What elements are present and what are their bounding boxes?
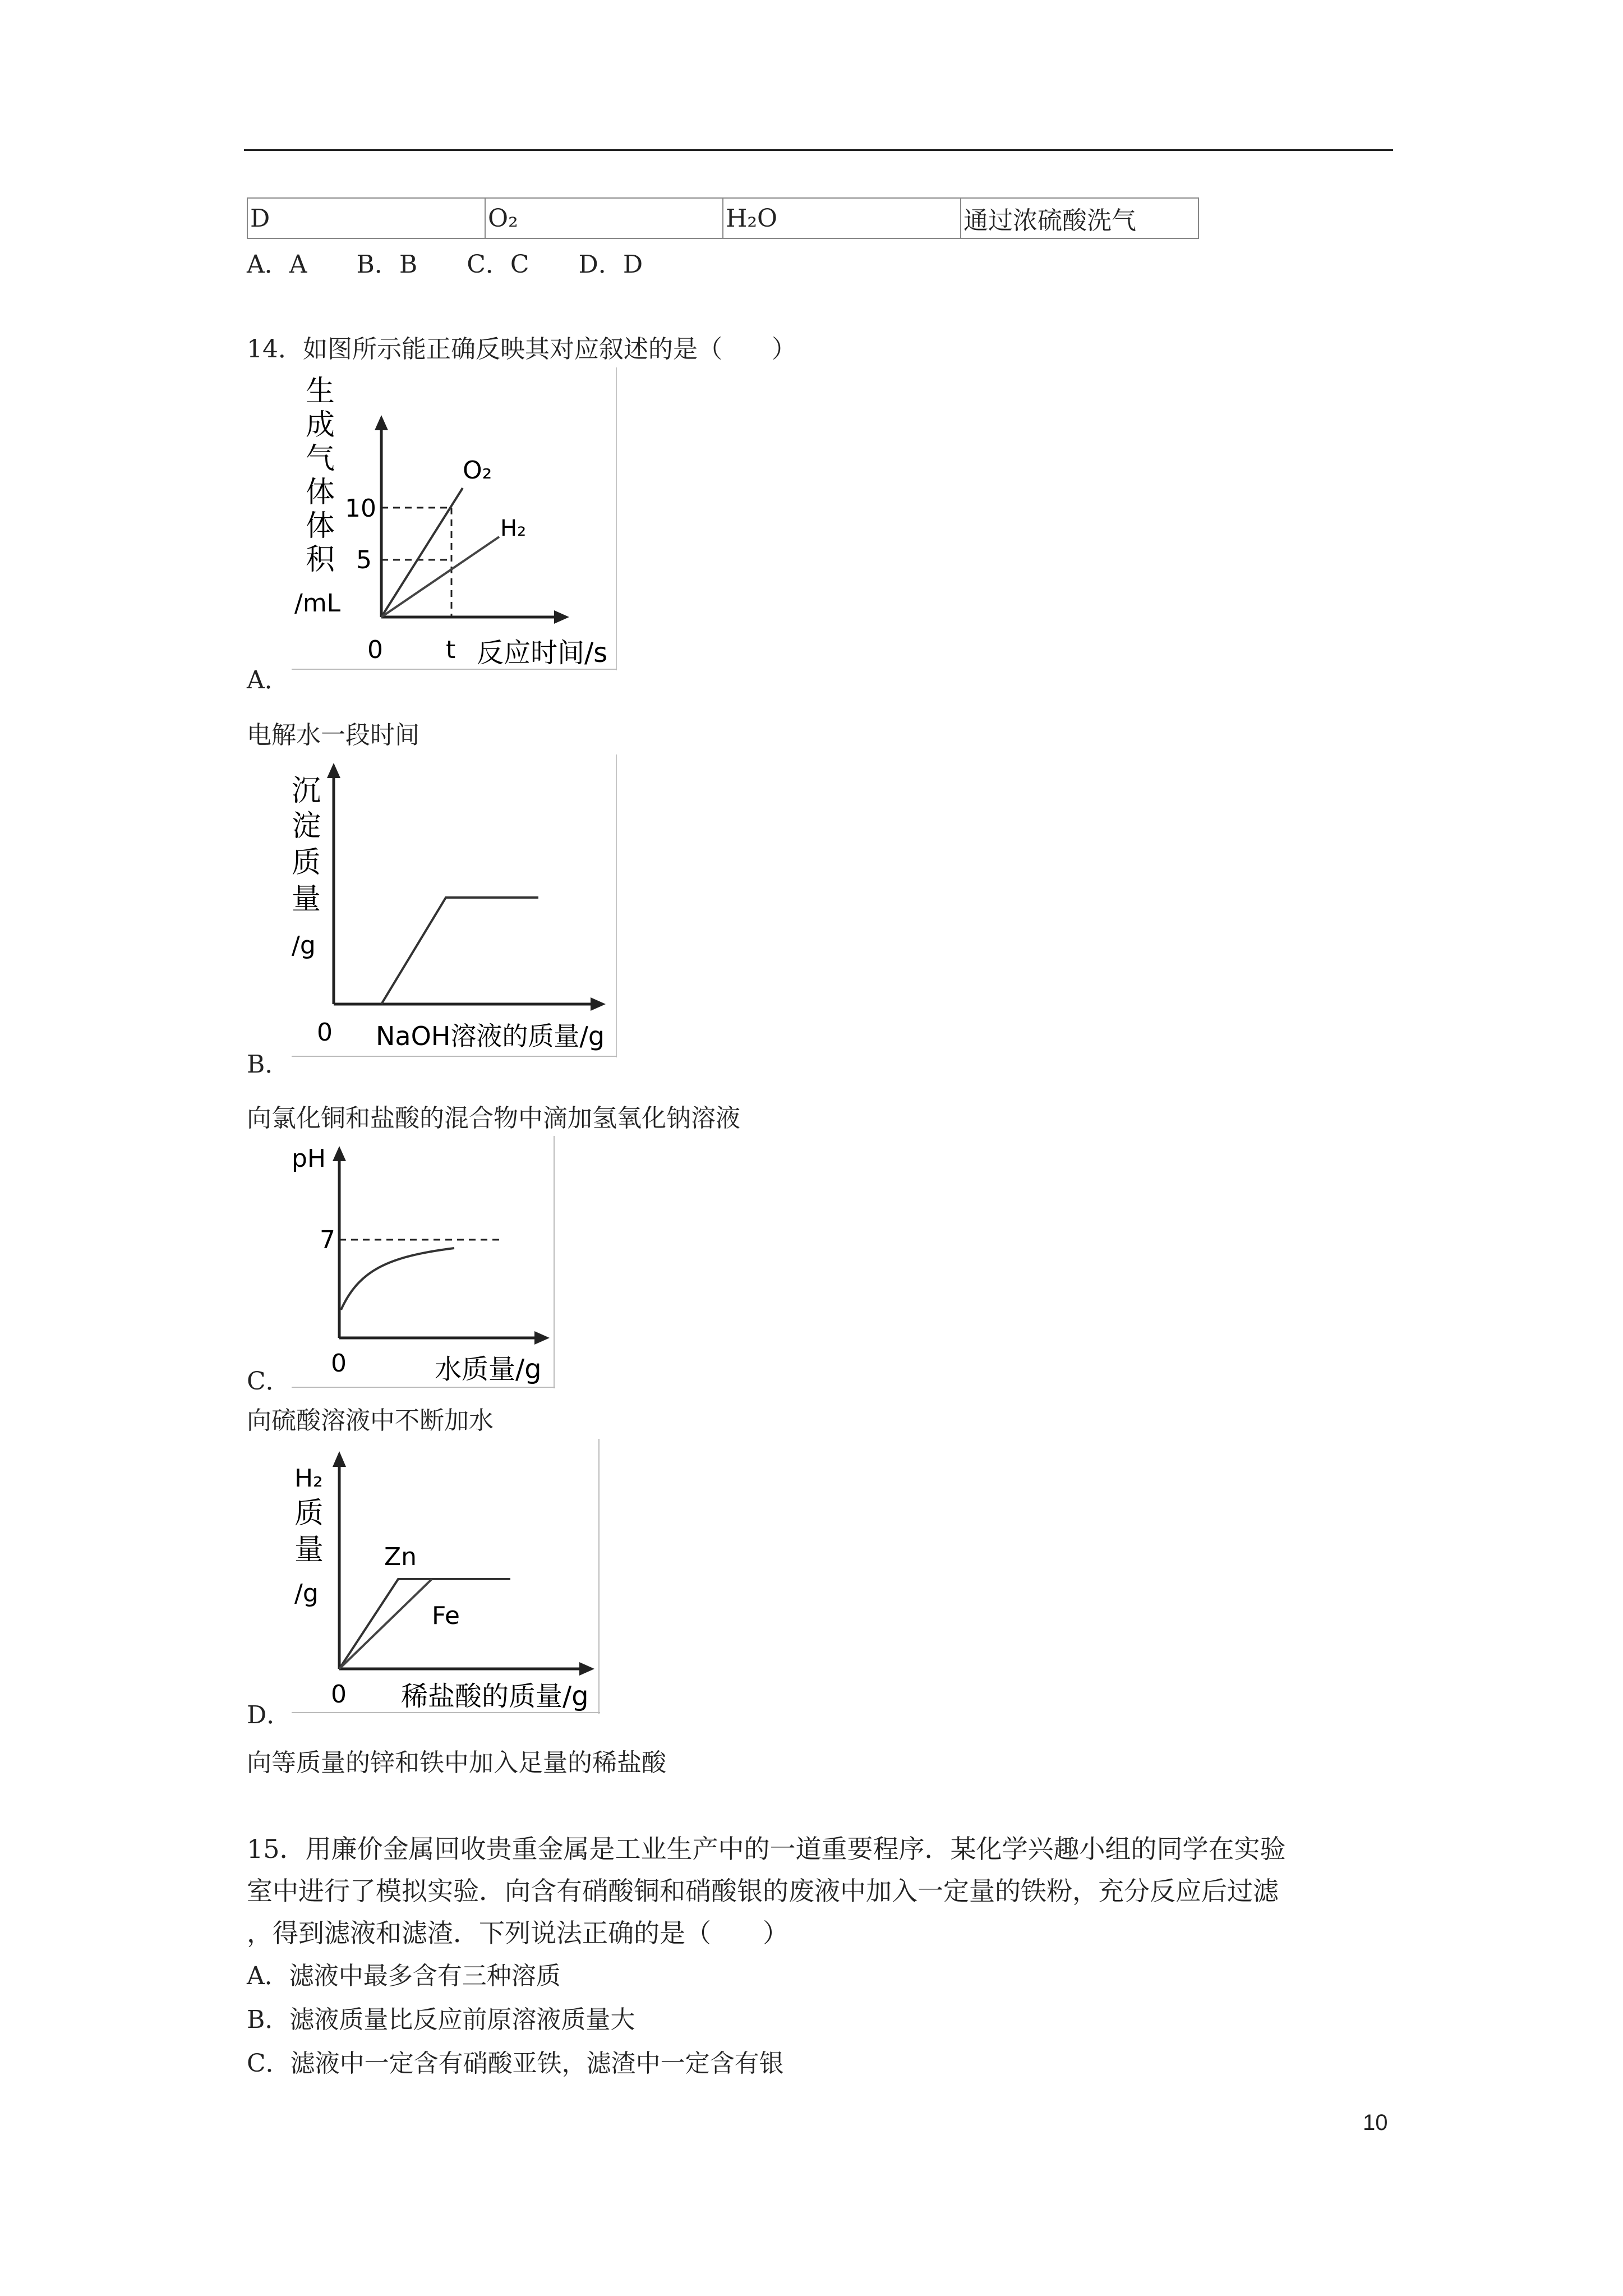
table-cell: D — [247, 198, 485, 238]
q14-option-a-caption: 电解水一段时间 — [247, 721, 419, 749]
y-label-char: 成 — [306, 408, 335, 442]
graph-a — [292, 367, 617, 670]
y-unit: /g — [292, 931, 316, 960]
q14-option-a-letter: A． — [247, 666, 289, 694]
y-axis-arrow — [375, 415, 388, 430]
q15-option-b: B．滤液质量比反应前原溶液质量大 — [247, 2005, 635, 2034]
x-axis-arrow — [554, 610, 569, 624]
header-rule — [244, 149, 1393, 151]
page-number: 10 — [1363, 2110, 1388, 2135]
origin-label: 0 — [367, 636, 383, 664]
x-axis-label: 水质量/g — [435, 1354, 542, 1385]
x-axis-arrow — [579, 1662, 594, 1676]
y-label-char: 淀 — [292, 809, 321, 843]
q15-option-c: C．滤液中一定含有硝酸亚铁，滤渣中一定含有银 — [247, 2049, 784, 2078]
q14-option-b-caption: 向氯化铜和盐酸的混合物中滴加氢氧化钠溶液 — [247, 1104, 740, 1133]
y-axis-arrow — [333, 1451, 346, 1467]
q14-option-d-letter: D． — [247, 1701, 292, 1729]
y-label-char: 沉 — [292, 774, 321, 808]
y-axis-arrow — [333, 1146, 346, 1161]
x-tick-label: t — [446, 636, 456, 664]
q15-stem-line: 室中进行了模拟实验．向含有硝酸铜和硝酸银的废液中加入一定量的铁粉，充分反应后过滤 — [247, 1876, 1279, 1906]
q14-stem: 14．如图所示能正确反映其对应叙述的是（ ） — [247, 335, 796, 364]
q14-option-b-letter: B． — [247, 1050, 290, 1079]
y-label-char: 量 — [292, 882, 321, 916]
y-label-top: H₂ — [294, 1464, 323, 1493]
q15-stem-line: ，得到滤液和滤渣．下列说法正确的是（ ） — [247, 1918, 789, 1948]
series-label: O₂ — [463, 456, 492, 485]
table-cell: 通过浓硫酸洗气 — [961, 198, 1198, 238]
series-line-fe — [339, 1579, 432, 1669]
y-label-char: 积 — [306, 543, 335, 577]
y-label-char: 量 — [294, 1533, 324, 1567]
q14-option-c-caption: 向硫酸溶液中不断加水 — [247, 1406, 494, 1435]
x-axis-arrow — [534, 1331, 550, 1345]
origin-label: 0 — [331, 1349, 347, 1378]
y-tick-label: 7 — [320, 1226, 335, 1254]
y-axis-label: pH — [292, 1144, 326, 1173]
prev-question-options: A．A B．B C．C D．D — [247, 250, 643, 279]
option-table — [247, 197, 1199, 239]
origin-label: 0 — [317, 1018, 333, 1047]
y-label-char: 生 — [306, 375, 335, 408]
q14-option-c-letter: C． — [247, 1367, 291, 1396]
series-label: H₂ — [500, 516, 527, 541]
x-axis-arrow — [591, 997, 606, 1011]
x-axis-label: 稀盐酸的质量/g — [401, 1681, 589, 1712]
series-line-zn — [339, 1579, 510, 1669]
y-label-char: 气 — [306, 442, 335, 476]
origin-label: 0 — [331, 1680, 347, 1709]
y-label-char: 质 — [294, 1497, 324, 1530]
y-label-char: 体 — [306, 476, 335, 509]
series-curve — [341, 1248, 454, 1310]
q15-option-a: A．滤液中最多含有三种溶质 — [247, 1962, 561, 1990]
graph-c — [292, 1136, 555, 1388]
q15-stem-line: 15．用廉价金属回收贵重金属是工业生产中的一道重要程序．某化学兴趣小组的同学在实验 — [247, 1834, 1286, 1864]
q14-option-d-caption: 向等质量的锌和铁中加入足量的稀盐酸 — [247, 1749, 666, 1777]
y-unit: /g — [294, 1579, 319, 1608]
y-tick-label: 10 — [345, 494, 376, 523]
table-cell: H₂O — [723, 198, 961, 238]
series-line — [381, 898, 538, 1004]
graph-d — [292, 1439, 600, 1714]
y-tick-label: 5 — [356, 546, 372, 574]
y-label-char: 体 — [306, 509, 335, 543]
table-row — [247, 198, 1198, 238]
series-label: Fe — [432, 1602, 460, 1630]
table-cell: O₂ — [485, 198, 723, 238]
series-label: Zn — [384, 1543, 417, 1571]
y-unit: /mL — [294, 589, 341, 618]
graph-b — [292, 754, 617, 1057]
y-axis-arrow — [327, 763, 340, 778]
series-line-h2 — [381, 537, 499, 617]
x-axis-label: NaOH溶液的质量/g — [376, 1021, 605, 1051]
y-label-char: 质 — [292, 846, 321, 880]
x-axis-label: 反应时间/s — [477, 637, 608, 669]
